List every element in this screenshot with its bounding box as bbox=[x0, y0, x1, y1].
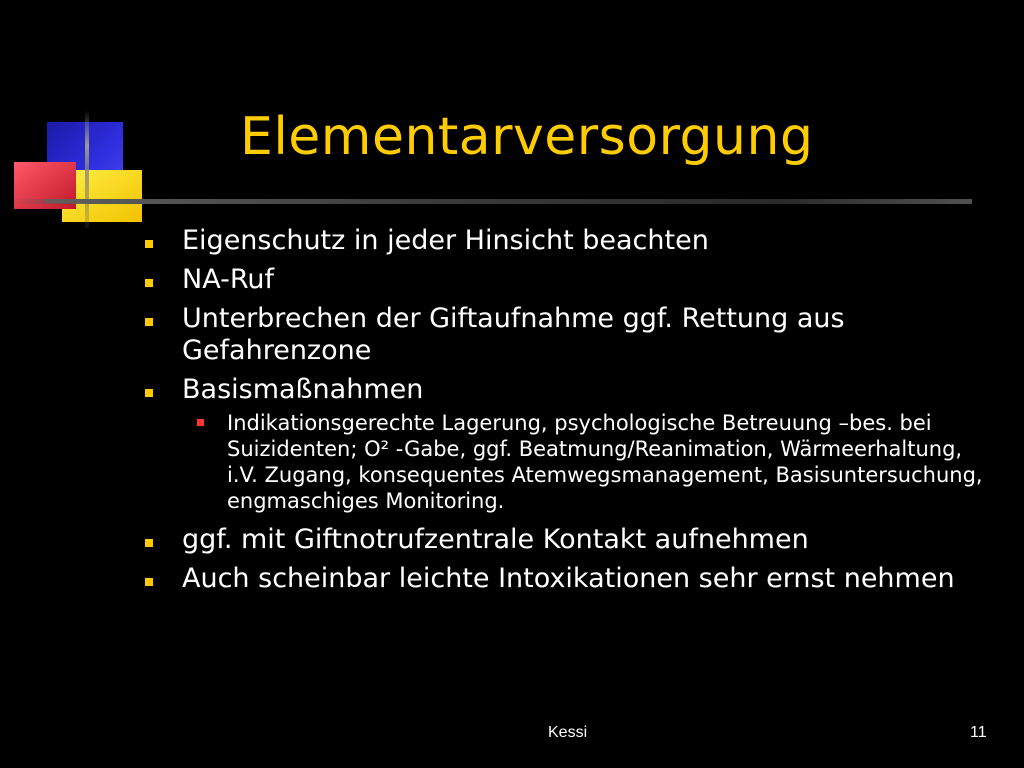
title-underline-rule bbox=[12, 199, 972, 204]
bullet-text: Basismaßnahmen bbox=[182, 374, 424, 405]
bullet-text: Unterbrechen der Giftaufnahme ggf. Rettung aus Gefahrenzone bbox=[182, 303, 845, 366]
bullet-square-icon bbox=[145, 539, 153, 547]
slide-content bbox=[140, 225, 1000, 602]
bullet-square-icon bbox=[145, 240, 153, 248]
bullet-text: Auch scheinbar leichte Intoxikationen sehr ernst nehmen bbox=[182, 563, 955, 594]
sub-bullet-item bbox=[140, 410, 1000, 514]
footer-page-number: 11 bbox=[970, 724, 987, 741]
bullet-item bbox=[140, 563, 1000, 595]
decorative-squares-logo bbox=[0, 0, 160, 240]
bullet-square-icon bbox=[145, 318, 153, 326]
bullet-item bbox=[140, 264, 1000, 296]
decorative-vertical-line bbox=[85, 110, 89, 228]
sub-bullet-text: Indikationsgerechte Lagerung, psychologische Betreuung –bes. bei Suizidenten; O² -Gabe, ggf. Beatmung/Reanimation, Wärmeerhaltung, i.V. Zugang, konsequentes Atemwegsmanagement, Basisuntersuchung, engmaschiges Monitoring. bbox=[227, 411, 983, 513]
bullet-item bbox=[140, 524, 1000, 556]
bullet-text: NA-Ruf bbox=[182, 264, 274, 295]
bullet-square-icon bbox=[145, 279, 153, 287]
bullet-square-icon bbox=[145, 578, 153, 586]
slide-title: Elementarversorgung bbox=[240, 107, 814, 167]
bullet-item bbox=[140, 225, 1000, 257]
bullet-item bbox=[140, 374, 1000, 406]
bullet-text: Eigenschutz in jeder Hinsicht beachten bbox=[182, 225, 709, 256]
bullet-square-icon bbox=[145, 389, 153, 397]
bullet-item bbox=[140, 303, 1000, 367]
sub-bullet-square-icon bbox=[197, 419, 204, 426]
bullet-text: ggf. mit Giftnotrufzentrale Kontakt aufnehmen bbox=[182, 524, 809, 555]
footer-author: Kessi bbox=[548, 724, 588, 741]
